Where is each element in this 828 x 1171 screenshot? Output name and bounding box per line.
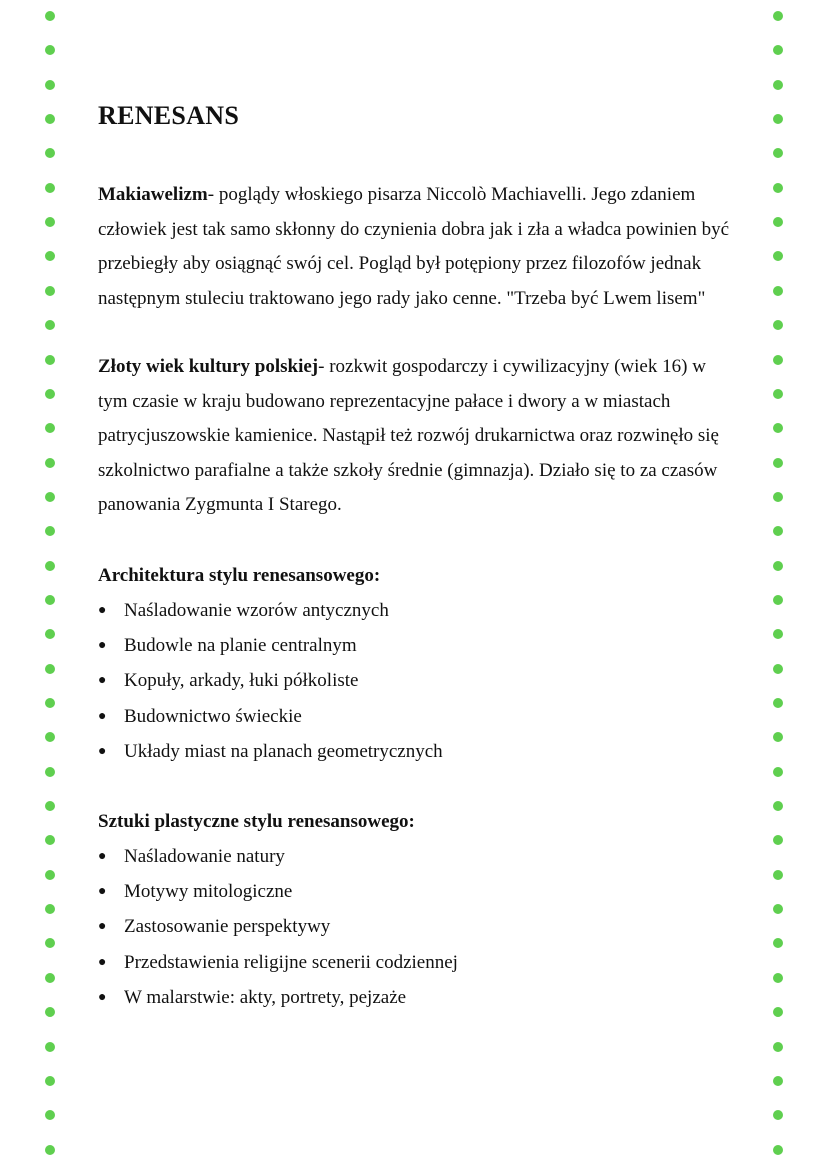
border-dot [45,148,55,158]
border-dot [773,1007,783,1017]
list-item [98,628,738,663]
border-dot [773,148,783,158]
border-dot [773,732,783,742]
border-dot [773,1110,783,1120]
border-dot [45,423,55,433]
section-heading-architektura: Architektura stylu renesansowego: [98,564,381,586]
border-dot [45,938,55,948]
border-dot [45,492,55,502]
border-dot [773,629,783,639]
definition-term: Złoty wiek kultury polskiej [98,356,319,377]
border-dot [45,217,55,227]
border-dot [773,698,783,708]
list-item [98,593,738,628]
list-item [98,663,738,698]
bullet-list-sztuki-plastyczne [98,839,738,1016]
border-dot [45,45,55,55]
bullet-icon: ● [98,744,107,760]
definition-term: Makiawelizm [98,184,208,205]
border-dot [773,458,783,468]
border-dot [773,870,783,880]
border-dot [773,80,783,90]
list-item-text: Motywy mitologiczne [124,880,293,902]
bullet-list-architektura [98,593,738,770]
list-item-text: Budowle na planie centralnym [124,634,357,656]
list-item-text: Budownictwo świeckie [124,705,302,727]
border-dot [773,801,783,811]
border-dot [773,767,783,777]
list-item [98,909,738,944]
border-dot [45,1145,55,1155]
bullet-icon: ● [98,708,107,724]
border-dot [773,526,783,536]
bullet-icon: ● [98,848,107,864]
list-item [98,699,738,734]
border-dot [773,389,783,399]
border-dot [773,835,783,845]
border-dot [45,732,55,742]
left-dot-border [45,0,55,1171]
border-dot [773,217,783,227]
border-dot [45,767,55,777]
page-title: RENESANS [98,101,240,130]
bullet-icon: ● [98,919,107,935]
list-item-text: Układy miast na planach geometrycznych [124,741,443,763]
border-dot [45,629,55,639]
border-dot [45,183,55,193]
list-item [98,945,738,980]
border-dot [45,80,55,90]
border-dot [45,698,55,708]
border-dot [773,251,783,261]
bullet-icon: ● [98,673,107,689]
section-heading-sztuki-plastyczne: Sztuki plastyczne stylu renesansowego: [98,810,415,832]
border-dot [45,835,55,845]
border-dot [773,45,783,55]
document-page [98,98,738,1016]
bullet-icon: ● [98,990,107,1006]
border-dot [773,595,783,605]
bullet-icon: ● [98,602,107,618]
border-dot [45,389,55,399]
border-dot [45,286,55,296]
border-dot [45,526,55,536]
border-dot [45,664,55,674]
bullet-icon: ● [98,637,107,653]
list-item-text: Zastosowanie perspektywy [124,916,331,938]
bullet-icon: ● [98,883,107,899]
border-dot [773,1042,783,1052]
border-dot [773,286,783,296]
border-dot [773,11,783,21]
border-dot [773,1076,783,1086]
border-dot [45,561,55,571]
border-dot [45,904,55,914]
border-dot [45,1110,55,1120]
border-dot [45,320,55,330]
border-dot [45,801,55,811]
border-dot [773,183,783,193]
bullet-icon: ● [98,954,107,970]
border-dot [45,251,55,261]
border-dot [773,664,783,674]
list-item-text: Naśladowanie wzorów antycznych [124,599,389,621]
border-dot [773,973,783,983]
list-item-text: Kopuły, arkady, łuki półkoliste [124,670,359,692]
list-item-text: Przedstawienia religijne scenerii codziennej [124,951,458,973]
definition-text: - poglądy włoskiego pisarza Niccolò Machiavelli. Jego zdaniem człowiek jest tak samo skłonny do czynienia dobra jak i zła a władca powinien być przebiegły aby osiągnąć swój cel. Pogląd był potępiony przez filozofów jednak następnym stuleciu traktowano jego rady jako cenne. "Trzeba być Lwem lisem" [98,184,730,309]
border-dot [45,114,55,124]
border-dot [773,320,783,330]
list-item-text: Naśladowanie natury [124,845,285,867]
border-dot [773,938,783,948]
definition-paragraph-makiawelizm [98,178,738,316]
border-dot [45,1007,55,1017]
border-dot [773,355,783,365]
list-item [98,980,738,1015]
border-dot [45,458,55,468]
definition-text: - rozkwit gospodarczy i cywilizacyjny (wiek 16) w tym czasie w kraju budowano reprezentacyjne pałace i dwory a w miastach patrycjuszowskie kamienice. Nastąpił też rozwój drukarnictwa oraz rozwinęło się szkolnictwo parafialne a także szkoły średnie (gimnazja). Działo się to za czasów panowania Zygmunta I Starego. [98,356,719,515]
border-dot [45,11,55,21]
border-dot [45,973,55,983]
list-item-text: W malarstwie: akty, portrety, pejzaże [124,987,407,1009]
border-dot [773,1145,783,1155]
border-dot [773,904,783,914]
border-dot [45,355,55,365]
border-dot [45,1076,55,1086]
right-dot-border [773,0,783,1171]
list-item [98,839,738,874]
list-item [98,874,738,909]
border-dot [45,870,55,880]
border-dot [773,423,783,433]
border-dot [773,492,783,502]
definition-paragraph-zloty-wiek [98,350,738,523]
border-dot [45,1042,55,1052]
list-item [98,734,738,769]
border-dot [773,114,783,124]
border-dot [45,595,55,605]
border-dot [773,561,783,571]
